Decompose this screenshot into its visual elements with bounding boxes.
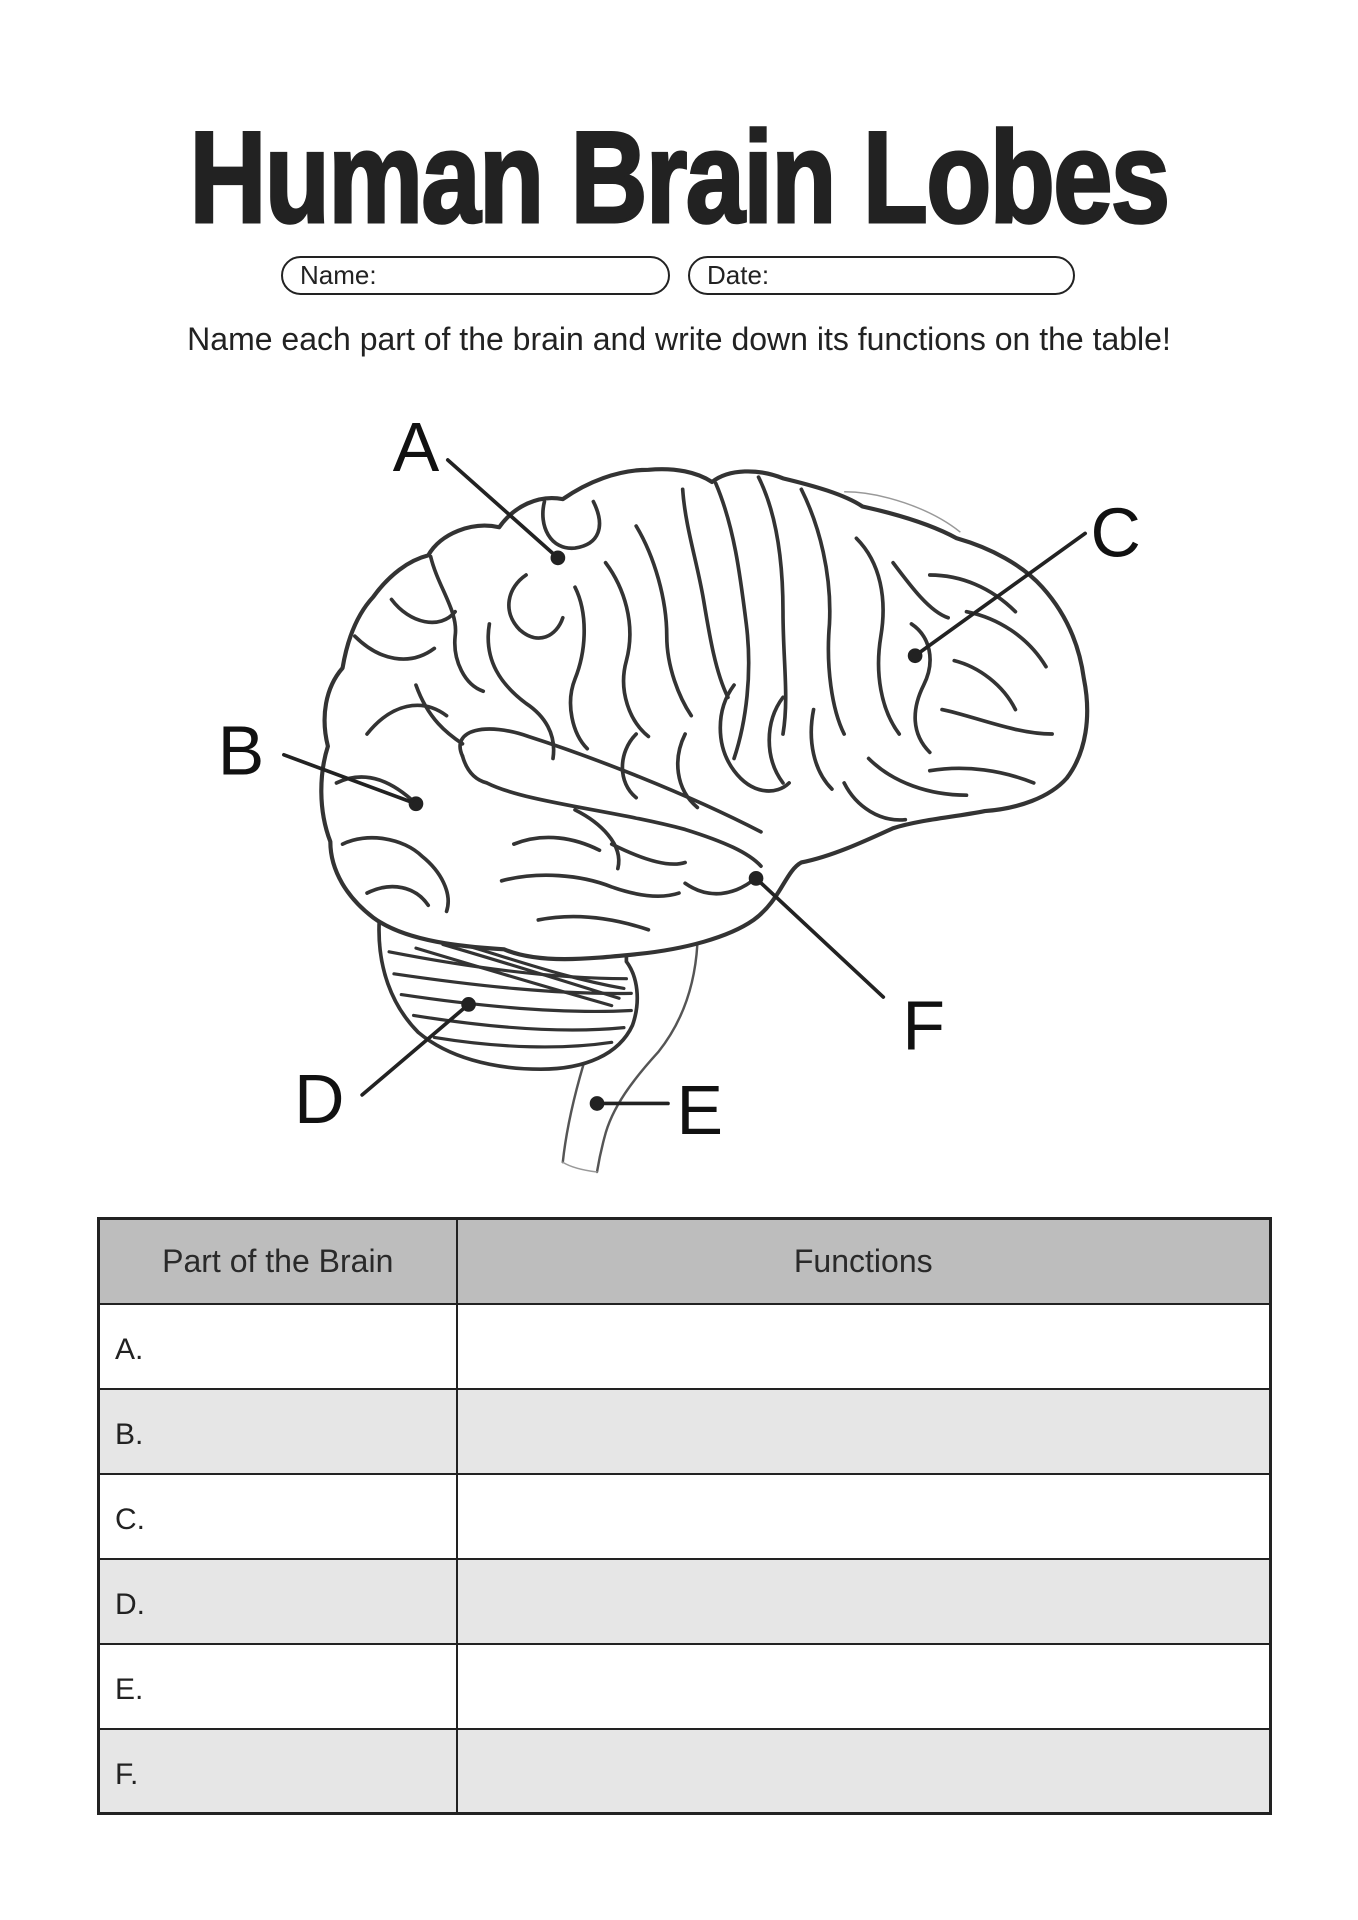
table-row	[99, 1644, 1271, 1729]
marker-dot-e	[592, 1098, 603, 1109]
part-cell: D.	[99, 1559, 457, 1644]
name-field-label: Name:	[300, 260, 377, 290]
part-cell: B.	[99, 1389, 457, 1474]
column-header-part: Part of the Brain	[99, 1219, 457, 1304]
page-title: Human Brain Lobes	[189, 104, 1169, 250]
part-cell: A.	[99, 1304, 457, 1389]
table-row	[99, 1474, 1271, 1559]
date-field-label: Date:	[707, 260, 770, 290]
instructions-text: Name each part of the brain and write down its functions on the table!	[187, 321, 1171, 357]
part-cell: C.	[99, 1474, 457, 1559]
marker-dot-c	[910, 650, 921, 661]
leader-line-f	[756, 878, 883, 997]
cerebrum-outline	[321, 469, 1087, 959]
diagram-label-f: F	[902, 986, 945, 1065]
functions-answer-cell[interactable]	[457, 1559, 1271, 1644]
brain-stem-cut-edge	[563, 1162, 597, 1172]
diagram-label-a: A	[392, 407, 440, 486]
marker-dot-d	[463, 999, 474, 1010]
column-header-functions: Functions	[457, 1219, 1271, 1304]
table-row	[99, 1559, 1271, 1644]
diagram-label-d: D	[294, 1060, 345, 1139]
functions-answer-cell[interactable]	[457, 1729, 1271, 1814]
marker-dot-f	[751, 873, 762, 884]
table-header-row	[99, 1219, 1271, 1304]
part-cell: F.	[99, 1729, 457, 1814]
table-row	[99, 1729, 1271, 1814]
marker-dot-a	[552, 552, 563, 563]
diagram-label-e: E	[676, 1071, 724, 1150]
part-cell: E.	[99, 1644, 457, 1729]
table-row	[99, 1389, 1271, 1474]
marker-dot-b	[410, 798, 421, 809]
brain-functions-table	[97, 1217, 1272, 1815]
diagram-label-c: C	[1090, 493, 1141, 572]
table-row	[99, 1304, 1271, 1389]
functions-answer-cell[interactable]	[457, 1644, 1271, 1729]
functions-answer-cell[interactable]	[457, 1304, 1271, 1389]
functions-answer-cell[interactable]	[457, 1389, 1271, 1474]
diagram-label-b: B	[217, 711, 265, 790]
functions-answer-cell[interactable]	[457, 1474, 1271, 1559]
